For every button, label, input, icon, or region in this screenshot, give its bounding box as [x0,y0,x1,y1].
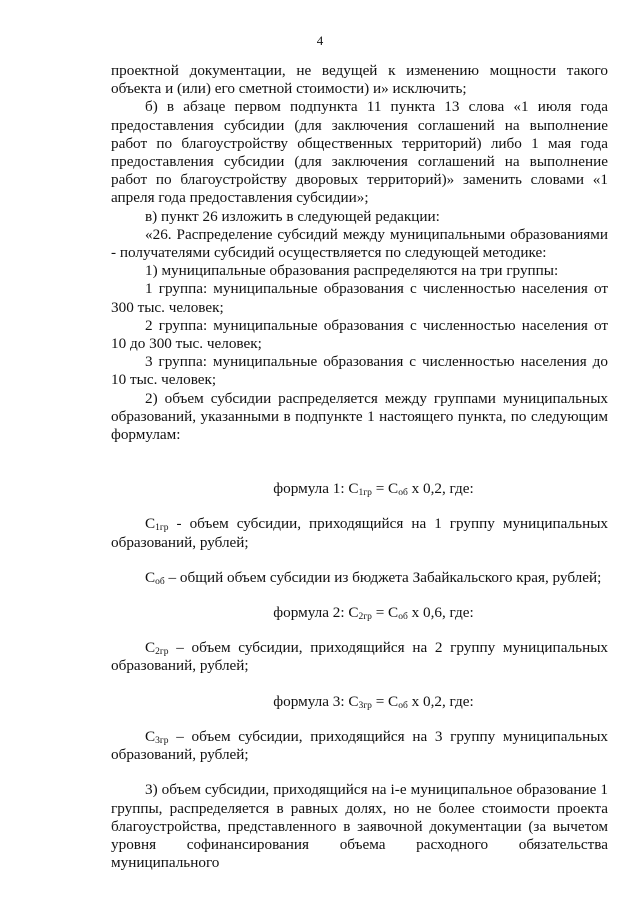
formula-2: формула 2: $C_{2гр} = C_{об}$ х 0,6, где: [273,604,474,623]
document-body [111,62,608,872]
paragraph: б) в абзаце первом подпункта 11 пункта 13 слова «1 июля года предоставления субсидии (для заключения соглашений на выполнение работ по благоустройству общественных территорий) либо 1 мая года предоставления субсидии (для заключения соглашений на выполнение работ по благоустройству дворовых территорий)» заменить словами «1 апреля года предоставления субсидии»; [111,98,608,207]
paragraph: «26. Распределение субсидий между муниципальными образованиями - получателями субсидий осуществляется по следующей методике: [111,225,608,262]
definition: $C_{1гр}$ - объем субсидии, приходящийся на 1 группу муниципальных образований, рублей; [111,515,608,551]
paragraph: 1 группа: муниципальные образования с численностью населения от 300 тыс. человек; [111,280,608,316]
formula-1: формула 1: $C_{1гр} = C_{об}$ х 0,2, где: [273,480,474,499]
paragraph: 2 группа: муниципальные образования с численностью населения от 10 до 300 тыс. человек; [111,316,608,353]
paragraph: 3 группа: муниципальные образования с численностью населения до 10 тыс. человек; [111,353,608,389]
paragraph: проектной документации, не ведущей к изменению мощности такого объекта и (или) его сметной стоимости) и» исключить; [111,62,608,98]
paragraph: 1) муниципальные образования распределяются на три группы: [145,262,559,280]
definition: $C_{3гр}$ – объем субсидии, приходящийся на 3 группу муниципальных образований, рублей; [111,727,608,764]
paragraph: в) пункт 26 изложить в следующей редакции: [145,207,440,225]
formula-3: формула 3: $C_{3гр} = C_{об}$ х 0,2, где: [273,692,474,711]
page-number: 4 [316,33,324,48]
definition: $C_{2гр}$ – объем субсидии, приходящийся на 2 группу муниципальных образований, рублей; [111,639,608,675]
paragraph: 3) объем субсидии, приходящийся на i-е муниципальное образование 1 группы, распределяется в равных долях, но не более стоимости проекта благоустройства, представленного в заявочной документации (за вычетом уровня софинансирования объема расходного обязательства муниципального [111,781,608,872]
paragraph: 2) объем субсидии распределяется между группами муниципальных образований, указанными в подпункте 1 настоящего пункта, по следующим формулам: [111,389,608,444]
definition: $C_{об}$ – общий объем субсидии из бюджета Забайкальского края, рублей; [145,568,602,587]
